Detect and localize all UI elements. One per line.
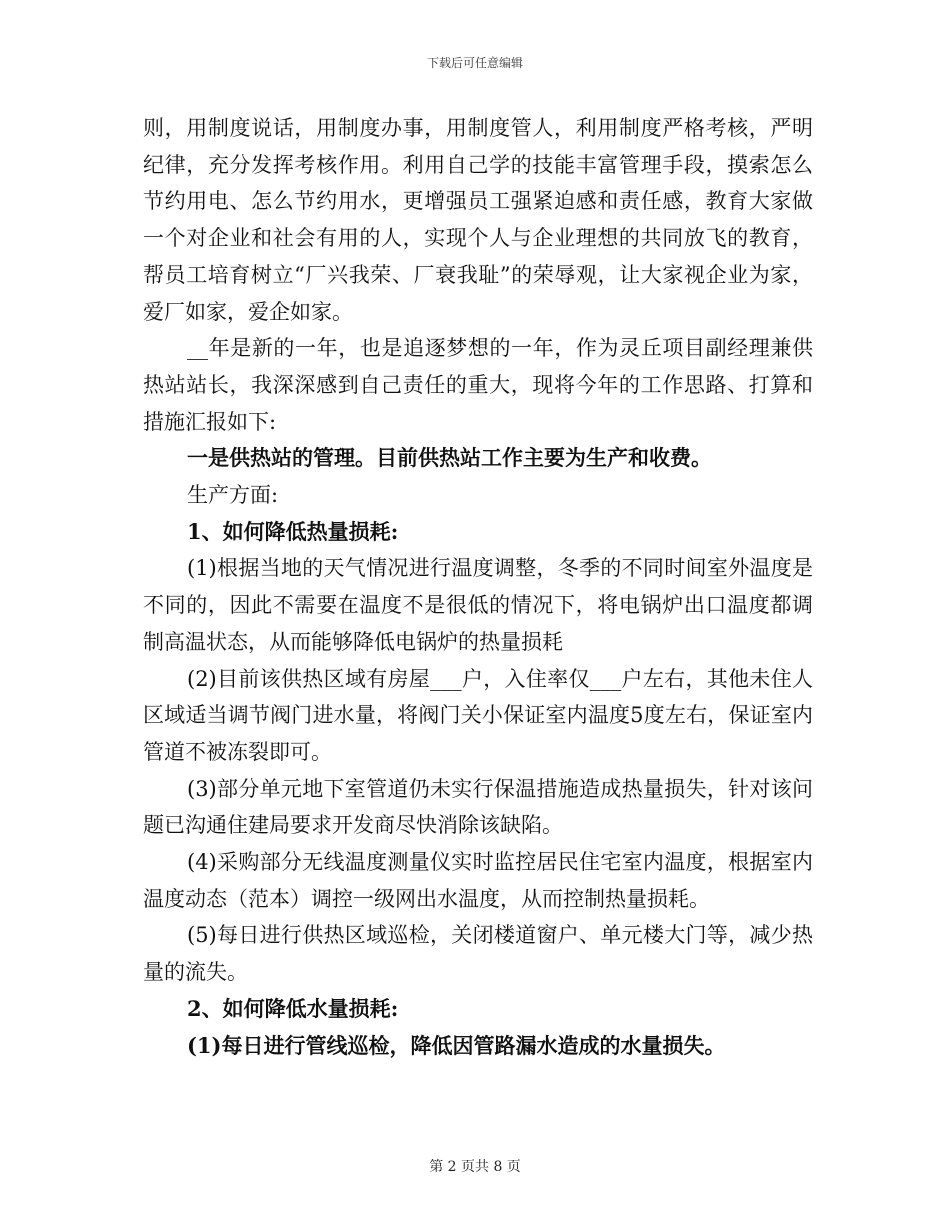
page-header: 下载后可任意编辑 bbox=[426, 56, 523, 70]
document-body bbox=[143, 110, 813, 1064]
paragraph-continuation: 则，用制度说话，用制度办事，用制度管人，利用制度严格考核，严明纪律，充分发挥考核作用。利用自己学的技能丰富管理手段，摸索怎么节约用电、怎么节约用水，更增强员工强紧迫感和责任感，教育大家做一个对企业和社会有用的人，实现个人与企业理想的共同放飞的教育，帮员工培育树立“厂兴我荣、厂衰我耻”的荣辱观，让大家视企业为家，爱厂如家，爱企如家。 bbox=[143, 116, 813, 324]
list-item: (2)目前该供热区域有房屋___户，入住率仅___户左右，其他未住人区域适当调节阀门进水量，将阀门关小保证室内温度5度左右，保证室内管道不被冻裂即可。 bbox=[143, 666, 813, 764]
list-item: (1)根据当地的天气情况进行温度调整，冬季的不同时间室外温度是不同的，因此不需要在温度不是很低的情况下，将电锅炉出口温度都调制高温状态，从而能够降低电锅炉的热量损耗 bbox=[143, 556, 813, 654]
subsection-label: 生产方面: bbox=[187, 483, 279, 508]
item-heading-heat-loss: 1、如何降低热量损耗: bbox=[187, 518, 399, 544]
list-item: (3)部分单元地下室管道仍未实行保温措施造成热量损失，针对该问题已沟通住建局要求开发商尽快消除该缺陷。 bbox=[143, 776, 813, 838]
item-heading-water-loss: 2、如何降低水量损耗: bbox=[187, 995, 399, 1021]
section-heading: 一是供热站的管理。目前供热站工作主要为生产和收费。 bbox=[187, 445, 712, 471]
list-item: (4)采购部分无线温度测量仪实时监控居民住宅室内温度，根据室内温度动态（范本）调控一级网出水温度，从而控制热量损耗。 bbox=[143, 850, 813, 911]
paragraph-intro: __年是新的一年，也是追逐梦想的一年，作为灵丘项目副经理兼供热站站长，我深深感到自己责任的重大，现将今年的工作思路、打算和措施汇报如下: bbox=[143, 336, 813, 434]
list-item: (1)每日进行管线巡检，降低因管路漏水造成的水量损失。 bbox=[187, 1032, 726, 1058]
list-item: (5)每日进行供热区域巡检，关闭楼道窗户、单元楼大门等，减少热量的流失。 bbox=[143, 923, 813, 985]
page-footer: 第 2 页共 8 页 bbox=[429, 1159, 521, 1175]
